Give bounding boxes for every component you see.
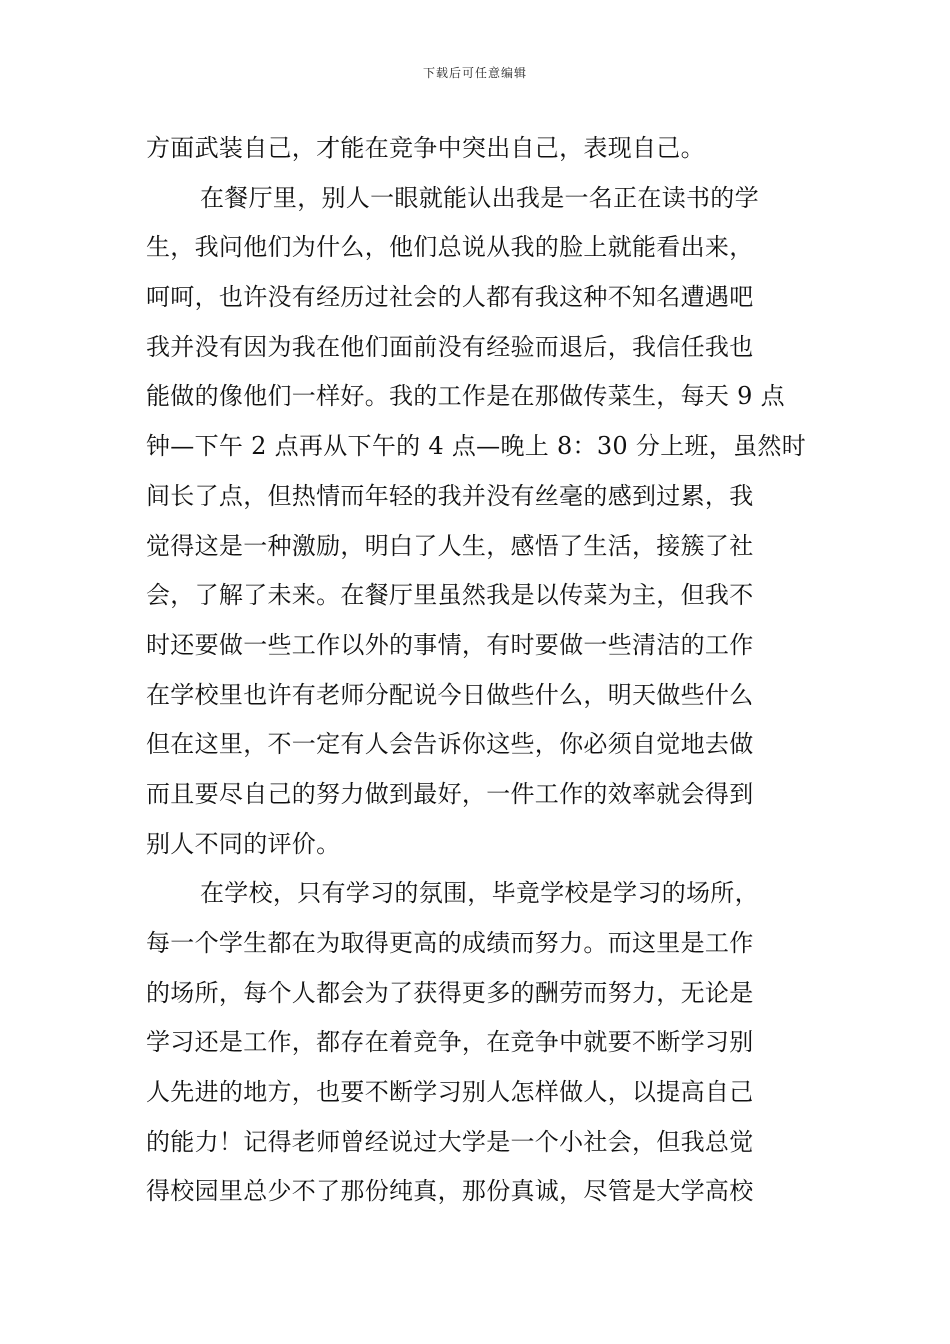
- text-line: 钟—下午 2 点再从下午的 4 点—晚上 8：30 分上班，虽然时: [146, 432, 807, 461]
- text-line: 在餐厅里，别人一眼就能认出我是一名正在读书的学: [200, 183, 759, 212]
- text-line: 觉得这是一种激励，明白了人生，感悟了生活，接簇了社: [146, 531, 754, 560]
- text-line: 别人不同的评价。: [146, 829, 341, 858]
- paragraph: [146, 869, 811, 1217]
- paragraph: [146, 124, 811, 174]
- text-line: 生，我问他们为什么，他们总说从我的脸上就能看出来，: [146, 233, 754, 262]
- text-line: 会，了解了未来。在餐厅里虽然我是以传菜为主，但我不: [146, 581, 754, 610]
- text-line: 的场所，每个人都会为了获得更多的酬劳而努力，无论是: [146, 978, 754, 1007]
- text-line: 在学校，只有学习的氛围，毕竟学校是学习的场所，: [200, 879, 759, 908]
- text-line: 学习还是工作，都存在着竞争，在竞争中就要不断学习别: [146, 1028, 754, 1057]
- paragraph: [146, 174, 811, 870]
- text-line: 呵呵，也许没有经历过社会的人都有我这种不知名遭遇吧: [146, 283, 754, 312]
- text-line: 但在这里，不一定有人会告诉你这些，你必须自觉地去做: [146, 730, 754, 759]
- text-line: 而且要尽自己的努力做到最好，一件工作的效率就会得到: [146, 779, 754, 808]
- text-line: 每一个学生都在为取得更高的成绩而努力。而这里是工作: [146, 929, 754, 957]
- text-line: 能做的像他们一样好。我的工作是在那做传菜生，每天 9 点: [146, 382, 785, 411]
- text-line: 我并没有因为我在他们面前没有经验而退后，我信任我也: [146, 332, 754, 361]
- text-line: 的能力！记得老师曾经说过大学是一个小社会，但我总觉: [146, 1127, 754, 1156]
- text-line: 得校园里总少不了那份纯真，那份真诚，尽管是大学高校: [146, 1177, 754, 1206]
- text-line: 间长了点，但热情而年轻的我并没有丝毫的感到过累，我: [146, 481, 754, 510]
- text-line: 在学校里也许有老师分配说今日做些什么，明天做些什么: [146, 680, 754, 709]
- text-line: 方面武装自己，才能在竞争中突出自己，表现自己。: [146, 134, 705, 162]
- text-line: 时还要做一些工作以外的事情，有时要做一些清洁的工作: [146, 630, 754, 659]
- text-line: 人先进的地方，也要不断学习别人怎样做人，以提高自己: [146, 1078, 754, 1107]
- page-header: 下载后可任意编辑: [422, 66, 527, 80]
- document-body: [146, 124, 811, 1217]
